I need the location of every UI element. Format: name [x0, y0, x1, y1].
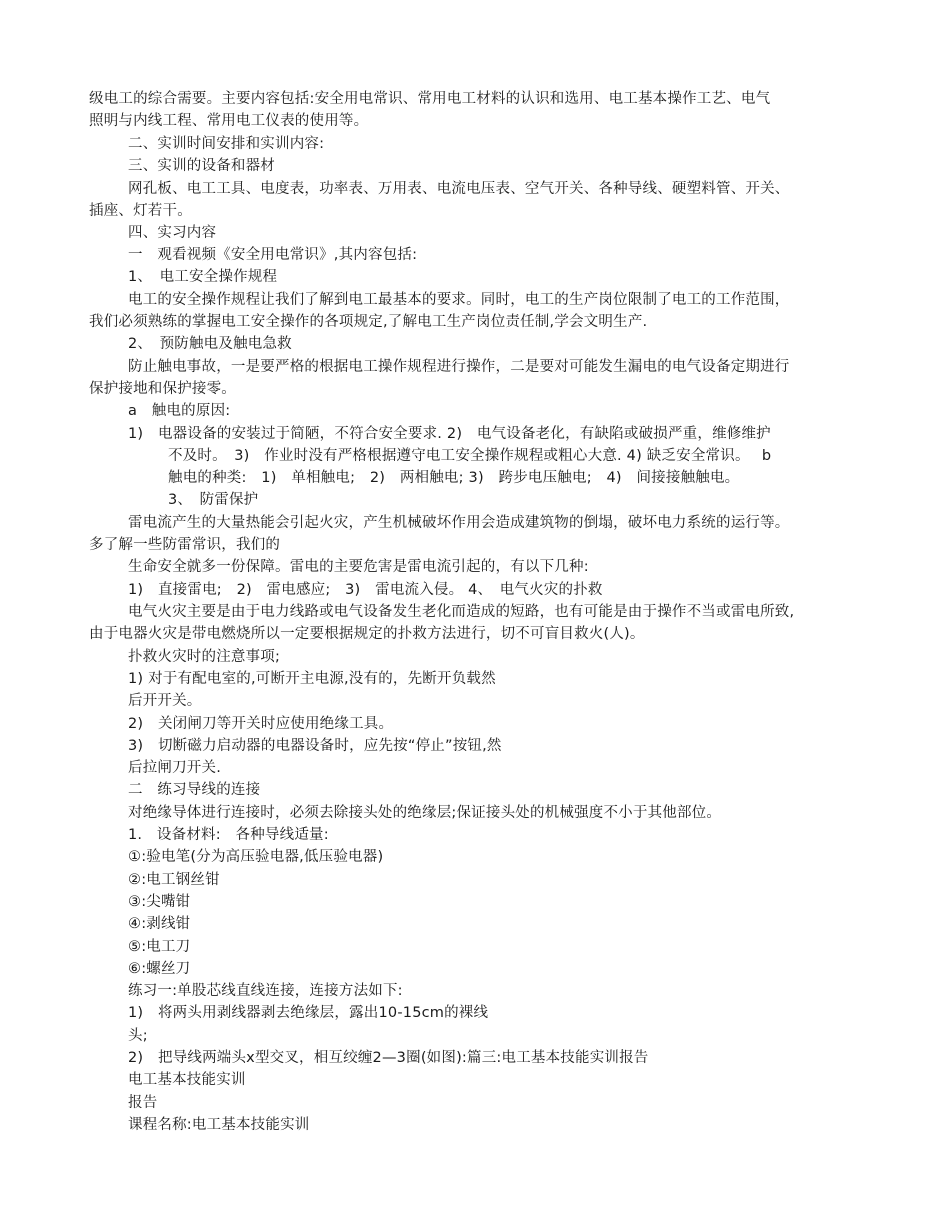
text-line: 对绝缘导体进行连接时，必须去除接头处的绝缘层;保证接头处的机械强度不小于其他部位。 — [128, 805, 722, 821]
text-line: 级电工的综合需要。主要内容包括:安全用电常识、常用电工材料的认识和选用、电工基本操作工艺、电气 — [89, 91, 771, 107]
text-line: 2) 把导线两端头x型交叉，相互绞缠2—3圈(如图):篇三:电工基本技能实训报告 — [128, 1050, 649, 1066]
text-line: 雷电流产生的大量热能会引起火灾，产生机械破坏作用会造成建筑物的倒塌，破坏电力系统的运行等。 — [128, 515, 790, 531]
text-line: 1) 对于有配电室的,可断开主电源,没有的，先断开负载然 — [128, 671, 496, 687]
text-line: ⑤:电工刀 — [128, 939, 191, 955]
text-line: 二 练习导线的连接 — [128, 782, 261, 798]
text-line: a 触电的原因: — [128, 403, 231, 419]
text-line: ⑥:螺丝刀 — [128, 961, 191, 977]
text-line: 1. 设备材料: 各种导线适量: — [128, 827, 329, 843]
text-line: 3) 切断磁力启动器的电器设备时，应先按“停止”按钮,然 — [128, 738, 502, 754]
text-line: 2) 关闭闸刀等开关时应使用绝缘工具。 — [128, 716, 394, 732]
text-line: 1) 将两头用剥线器剥去绝缘层，露出10-15cm的裸线 — [128, 1005, 489, 1021]
text-line: 课程名称:电工基本技能实训 — [128, 1117, 310, 1133]
text-line: 插座、灯若干。 — [89, 203, 192, 219]
text-line: 电气火灾主要是由于电力线路或电气设备发生老化而造成的短路，也有可能是由于操作不当或雷电所致, — [128, 604, 795, 620]
text-line: 练习一:单股芯线直线连接，连接方法如下: — [128, 983, 403, 999]
text-line: ①:验电笔(分为高压验电器,低压验电器) — [128, 849, 384, 865]
text-line: 2、 预防触电及触电急救 — [128, 336, 292, 352]
text-line: 三、实训的设备和器材 — [128, 158, 275, 174]
text-line: 保护接地和保护接零。 — [89, 381, 236, 397]
text-line: 多了解一些防雷常识，我们的 — [89, 537, 281, 553]
text-line: 生命安全就多一份保障。雷电的主要危害是雷电流引起的，有以下几种: — [128, 559, 589, 575]
text-line: 1、 电工安全操作规程 — [128, 269, 278, 285]
text-line: 照明与内线工程、常用电工仪表的使用等。 — [89, 113, 369, 129]
text-line: 二、实训时间安排和实训内容: — [128, 136, 325, 152]
text-line: 报告 — [128, 1095, 158, 1111]
text-line: ③:尖嘴钳 — [128, 894, 191, 910]
text-line: 1) 直接雷电; 2) 雷电感应; 3) 雷电流入侵。 4、 电气火灾的扑救 — [128, 582, 603, 598]
text-line: 后开开关。 — [128, 693, 202, 709]
text-line: 不及时。 3) 作业时没有严格根据遵守电工安全操作规程或粗心大意. 4) 缺乏安全常识。 b — [168, 448, 772, 464]
text-line: 电工的安全操作规程让我们了解到电工最基本的要求。同时，电工的生产岗位限制了电工的工作范围， — [128, 292, 790, 308]
text-line: 我们必须熟练的掌握电工安全操作的各项规定,了解电工生产岗位责任制,学会文明生产. — [89, 314, 648, 330]
text-line: 扑救火灾时的注意事项; — [128, 649, 281, 665]
text-line: 电工基本技能实训 — [128, 1072, 246, 1088]
text-line: 触电的种类: 1) 单相触电; 2) 两相触电; 3) 跨步电压触电; 4) 间接接触触电。 — [168, 470, 740, 486]
text-line: 网孔板、电工工具、电度表，功率表、万用表、电流电压表、空气开关、各种导线、硬塑料管、开关、 — [128, 181, 790, 197]
text-line: 四、实习内容 — [128, 225, 217, 241]
text-line: 防止触电事故，一是要严格的根据电工操作规程进行操作，二是要对可能发生漏电的电气设备定期进行 — [128, 359, 790, 375]
text-line: 由于电器火灾是带电燃烧所以一定要根据规定的扑救方法进行，切不可盲目救火(人)。 — [89, 626, 645, 642]
text-line: ④:剥线钳 — [128, 916, 191, 932]
text-line: 1) 电器设备的安装过于简陋，不符合安全要求. 2) 电气设备老化，有缺陷或破损严重，维修维护 — [128, 426, 771, 442]
text-line: ②:电工钢丝钳 — [128, 872, 220, 888]
text-line: 3、 防雷保护 — [168, 492, 259, 508]
text-line: 头; — [128, 1028, 148, 1044]
text-line: 一 观看视频《安全用电常识》,其内容包括: — [128, 247, 418, 263]
text-line: 后拉闸刀开关. — [128, 760, 222, 776]
